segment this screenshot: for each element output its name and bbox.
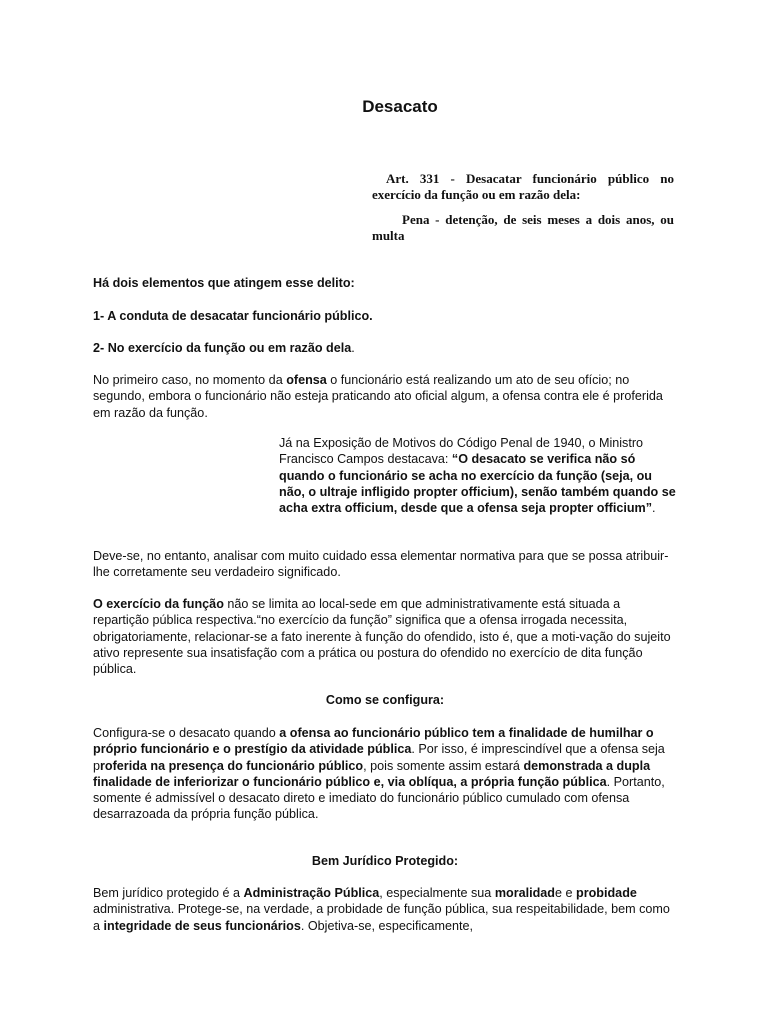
paragraph-analysis: Deve-se, no entanto, analisar com muito cuidado essa elementar normativa para que se possa atribuir-lhe corretamente seu verdadeiro significado. [93, 549, 669, 580]
article-definition: Art. 331 - Desacatar funcionário público no exercício da função ou em razão dela: [372, 171, 674, 202]
document-title: Desacato [362, 97, 438, 116]
elements-heading: Há dois elementos que atingem esse delito: [93, 276, 355, 290]
heading-configuration: Como se configura: [325, 693, 445, 707]
article-text [372, 171, 674, 244]
quote-bold: “O desacato se verifica não só quando o funcionário se acha no exercício da função (seja, ou não, o ultraje infligido propter officium), senão também quando se acha extra officium, desde que a ofensa seja propter officium” [279, 452, 676, 516]
paragraph-legal-good: Bem jurídico protegido é a Administração Pública, especialmente sua moralidade e probidade administrativa. Protege-se, na verdade, a probidade de função pública, sua respeitabilidade, bem como a integridade de seus funcionários. Objetiva-se, especificamente, [93, 886, 670, 933]
paragraph-exercise: O exercício da função não se limita ao local-sede em que administrativamente está situada a repartição pública respectiva.“no exercício da função” significa que a ofensa irrogada necessita, obrigatoriamente, relacionar-se a fato inerente à função do ofendido, isto é, que a moti-vação do sujeito ativo represente sua insatisfação com a prática ou postura do ofendido no exercício de dita função pública. [93, 597, 671, 677]
element-item-2 [93, 340, 677, 356]
element-item-1: 1- A conduta de desacatar funcionário público. [93, 309, 373, 323]
paragraph-configuration: Configura-se o desacato quando a ofensa ao funcionário público tem a finalidade de humilhar o próprio funcionário e o prestígio da atividade pública. Por isso, é imprescindível que a ofensa seja proferida na presença do funcionário público, pois somente assim estará demonstrada a dupla finalidade de inferiorizar o funcionário público e, via oblíqua, a própria função pública. Portanto, somente é admissível o desacato direto e imediato do funcionário público cumulado com ofensa desarrazoada da própria função pública. [93, 726, 665, 822]
quote-block: Já na Exposição de Motivos do Código Penal de 1940, o Ministro Francisco Campos destacava: “O desacato se verifica não só quando o funcionário se acha no exercício da função (seja, ou não, o ultraje infligido propter officium), senão também quando se acha extra officium, desde que a ofensa seja propter officium”. [279, 436, 676, 516]
article-penalty: Pena - detenção, de seis meses a dois anos, ou multa [372, 212, 674, 243]
element-item-2-end: . [351, 341, 355, 355]
paragraph-first-case: No primeiro caso, no momento da ofensa o funcionário está realizando um ato de seu ofício; no segundo, embora o funcionário não esteja praticando ato oficial algum, a ofensa contra ele é proferida em razão da função. [93, 373, 663, 420]
element-item-2-bold: 2- No exercício da função ou em razão dela [93, 341, 352, 355]
heading-legal-good: Bem Jurídico Protegido: [311, 854, 459, 868]
